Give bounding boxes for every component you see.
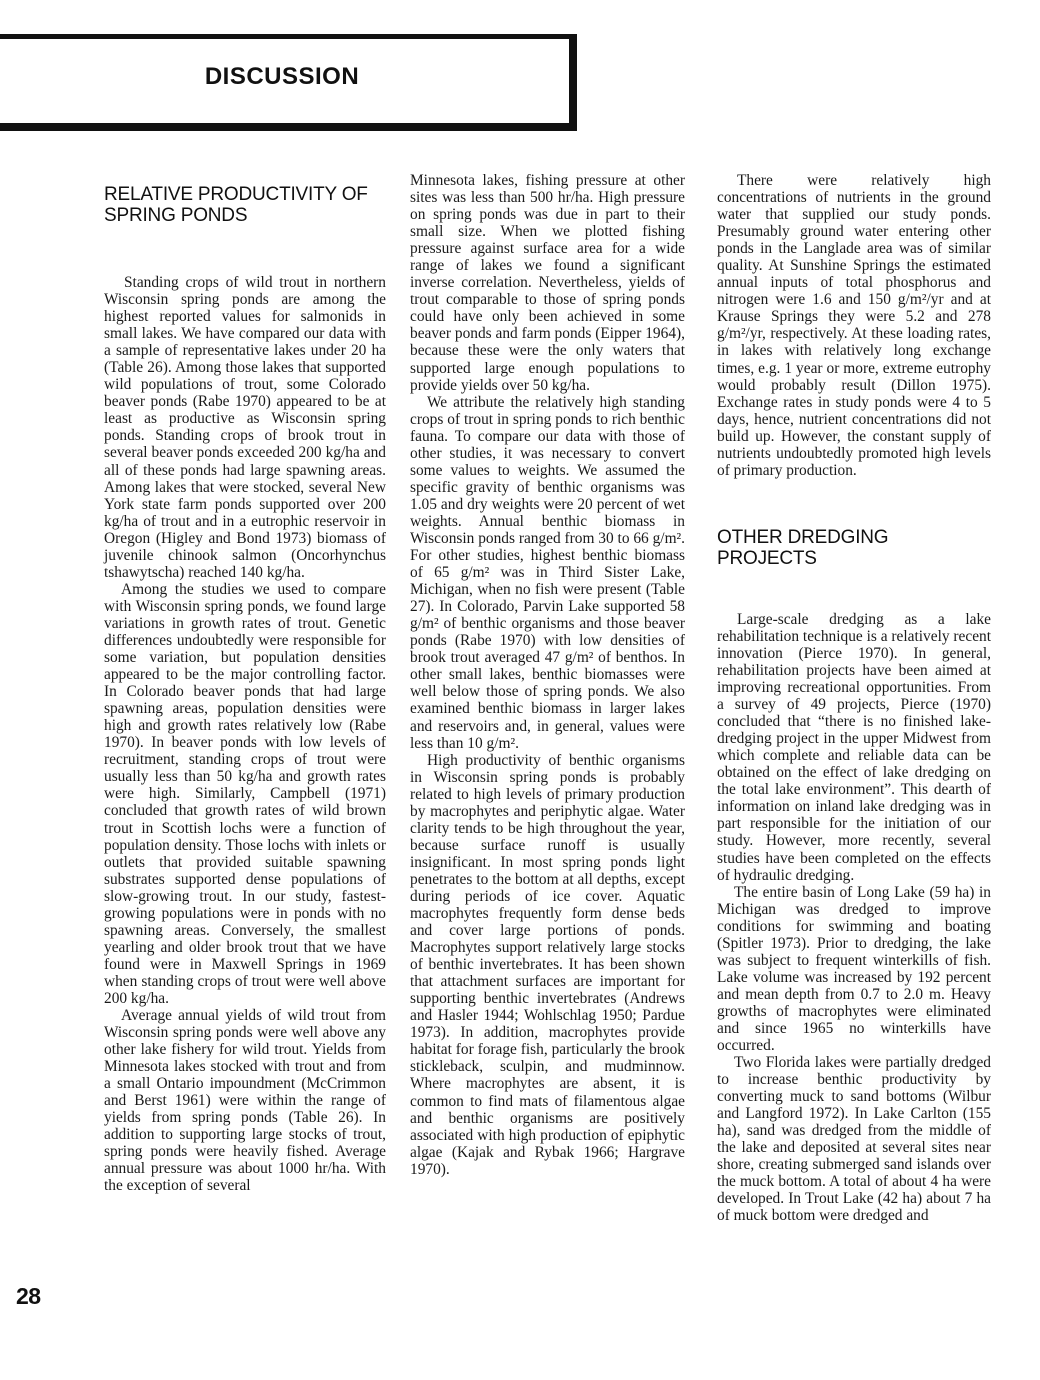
page-title: DISCUSSION xyxy=(204,63,360,90)
section-heading-dredging: OTHER DREDGING PROJECTS xyxy=(717,526,889,569)
paragraph: There were relatively high concentrations of nutrients in the ground water that supplied our study ponds. Presumably ground water entering other ponds in the Langlade area was of similar quality. At Sunshine Springs the estimated annual inputs of total phosphorus and nitrogen were 1.6 and 150 g/m²/yr and at Krause Springs they were 5.2 and 278 g/m²/yr, respectively. At these loading rates, in lakes with relatively long exchange times, e.g. 1 year or more, extreme eutrophy would probably result (Dillon 1975). Exchange rates in study ponds were 4 to 5 days, hence, nutrient concentrations did not build up. However, the constant supply of nutrients undoubtedly promoted high levels of primary production. xyxy=(717,172,991,479)
page-number: 28 xyxy=(16,1283,41,1309)
header-box xyxy=(0,34,577,131)
paragraph: Standing crops of wild trout in northern Wisconsin spring ponds are among the highest reported values for salmonids in small lakes. We have compared our data with a sample of representative lakes under 20 ha (Table 26). Among those lakes that supported wild populations of trout, some Colorado beaver ponds (Rabe 1970) appeared to be at least as productive as Wisconsin spring ponds. Standing crops of brook trout in several beaver ponds exceeded 200 kg/ha and all of these ponds had large spawning areas. Among lakes that were stocked, several New York state farm ponds supported over 200 kg/ha of trout and in a eutrophic reservoir in Oregon (Higley and Bond 1973) biomass of juvenile chinook salmon (Oncorhynchus tshawytscha) reached 140 kg/ha. xyxy=(104,274,386,581)
paragraph: High productivity of benthic organisms in Wisconsin spring ponds is probably related to high levels of primary production by macrophytes and periphytic algae. Water clarity tends to be high throughout the year, because surface runoff is usually insignificant. In most spring ponds light penetrates to the bottom at all depths, except during periods of ice cover. Aquatic macrophytes frequently form dense beds and cover large portions of ponds. Macrophytes support relatively large stocks of benthic invertebrates. It has been shown that attachment surfaces are important for supporting benthic invertebrates (Andrews and Hasler 1944; Wohlschlag 1950; Pardue 1973). In addition, macrophytes provide habitat for forage fish, particularly the brook stickleback, sculpin, and mudminnow. Where macrophytes are absent, it is common to find mats of filamentous algae and benthic organisms are positively associated with high production of epiphytic algae (Kajak and Rybak 1966; Hargrave 1970). xyxy=(410,751,685,1178)
paragraph: Large-scale dredging as a lake rehabilitation technique is a relatively recent innovation (Pierce 1970). In general, rehabilitation projects have been aimed at improving recreational opportunities. From a survey of 49 projects, Pierce (1970) concluded that “there is no finished lake-dredging project in the upper Midwest from which complete and reliable data can be obtained on the effect of lake dredging on the total lake environment”. This dearth of information on inland lake dredging was in part responsible for the initiation of our study. However, more recently, several studies have been completed on the effects of hydraulic dredging. xyxy=(717,610,991,884)
column-2 xyxy=(410,172,685,1178)
column-3 xyxy=(717,172,991,1225)
paragraph: Minnesota lakes, fishing pressure at other sites was less than 500 hr/ha. High pressure on spring ponds was due in part to their small size. When we plotted fishing pressure against surface area for a wide range of lakes we found a significant inverse correlation. Nevertheless, yields of trout comparable to those of spring ponds could have only been achieved in some beaver ponds and farm ponds (Eipper 1964), because these were the only waters that supported large enough populations to provide yields over 50 kg/ha. xyxy=(410,172,685,394)
section-heading-productivity: RELATIVE PRODUCTIVITY OF SPRING PONDS xyxy=(104,184,368,226)
paragraph: Two Florida lakes were partially dredged to increase benthic productivity by converting muck to sand bottoms (Wilbur and Langford 1972). In Lake Carlton (155 ha), sand was dredged from the middle of the lake and deposited at several sites near shore, creating submerged sand islands over the muck bottom. A total of about 4 ha were developed. In Trout Lake (42 ha) about 7 ha of muck bottom were dredged and xyxy=(717,1054,991,1225)
paragraph: We attribute the relatively high standing crops of trout in spring ponds to rich benthic fauna. To compare our data with those of other studies, it was necessary to convert some values to weights. We assumed the specific gravity of benthic organisms was 1.05 and dry weights were 20 percent of wet weights. Annual benthic biomass in Wisconsin ponds ranged from 30 to 66 g/m². For other studies, highest benthic biomass of 65 g/m² was in Third Sister Lake, Michigan, when no fish were present (Table 27). In Colorado, Parvin Lake supported 58 g/m² of benthic organisms and those beaver ponds (Rabe 1970) with low densities of brook trout averaged 47 g/m² of benthos. In other small lakes, benthic biomasses were well below those of spring ponds. We also examined benthic biomass in larger lakes and reservoirs and, in general, values were less than 10 g/m². xyxy=(410,393,686,752)
paragraph: Average annual yields of wild trout from Wisconsin spring ponds were well above any other lake fishery for wild trout. Yields from Minnesota lakes stocked with trout and from a small Ontario impoundment (McCrimmon and Berst 1961) were within the range of yields from spring ponds (Table 26). In addition to supporting large stocks of trout, spring ponds were heavily fished. Average annual pressure was about 1000 hr/ha. With the exception of several xyxy=(104,1007,386,1195)
paragraph: Among the studies we used to compare with Wisconsin spring ponds, we found large variations in growth rates of trout. Genetic differences undoubtedly were responsible for some variation, but population densities appeared to be the major controlling factor. In Colorado beaver ponds that had large spawning areas, population densities were high and growth rates relatively low (Rabe 1970). In beaver ponds with low levels of recruitment, standing crops of trout were usually less than 50 kg/ha and growth rates were high. Similarly, Campbell (1971) concluded that growth rates of wild brown trout in Scottish lochs were a function of population density. Those lochs with inlets or outlets that provided suitable spawning substrates supported dense populations of slow-growing trout. In our study, fastest-growing populations were in ponds with no spawning areas. Conversely, the smallest yearling and older brook trout that we have found were in Maxwell Springs in 1969 when standing crops of trout were well above 200 kg/ha. xyxy=(104,580,386,1007)
paragraph: The entire basin of Long Lake (59 ha) in Michigan was dredged to improve conditions for swimming and boating (Spitler 1973). Prior to dredging, the lake was subject to frequent winterkills of fish. Lake volume was increased by 192 percent and mean depth from 0.7 to 2.0 m. Heavy growths of macrophytes were eliminated and since 1965 no winterkills have occurred. xyxy=(717,883,991,1055)
column-1 xyxy=(104,172,386,1195)
